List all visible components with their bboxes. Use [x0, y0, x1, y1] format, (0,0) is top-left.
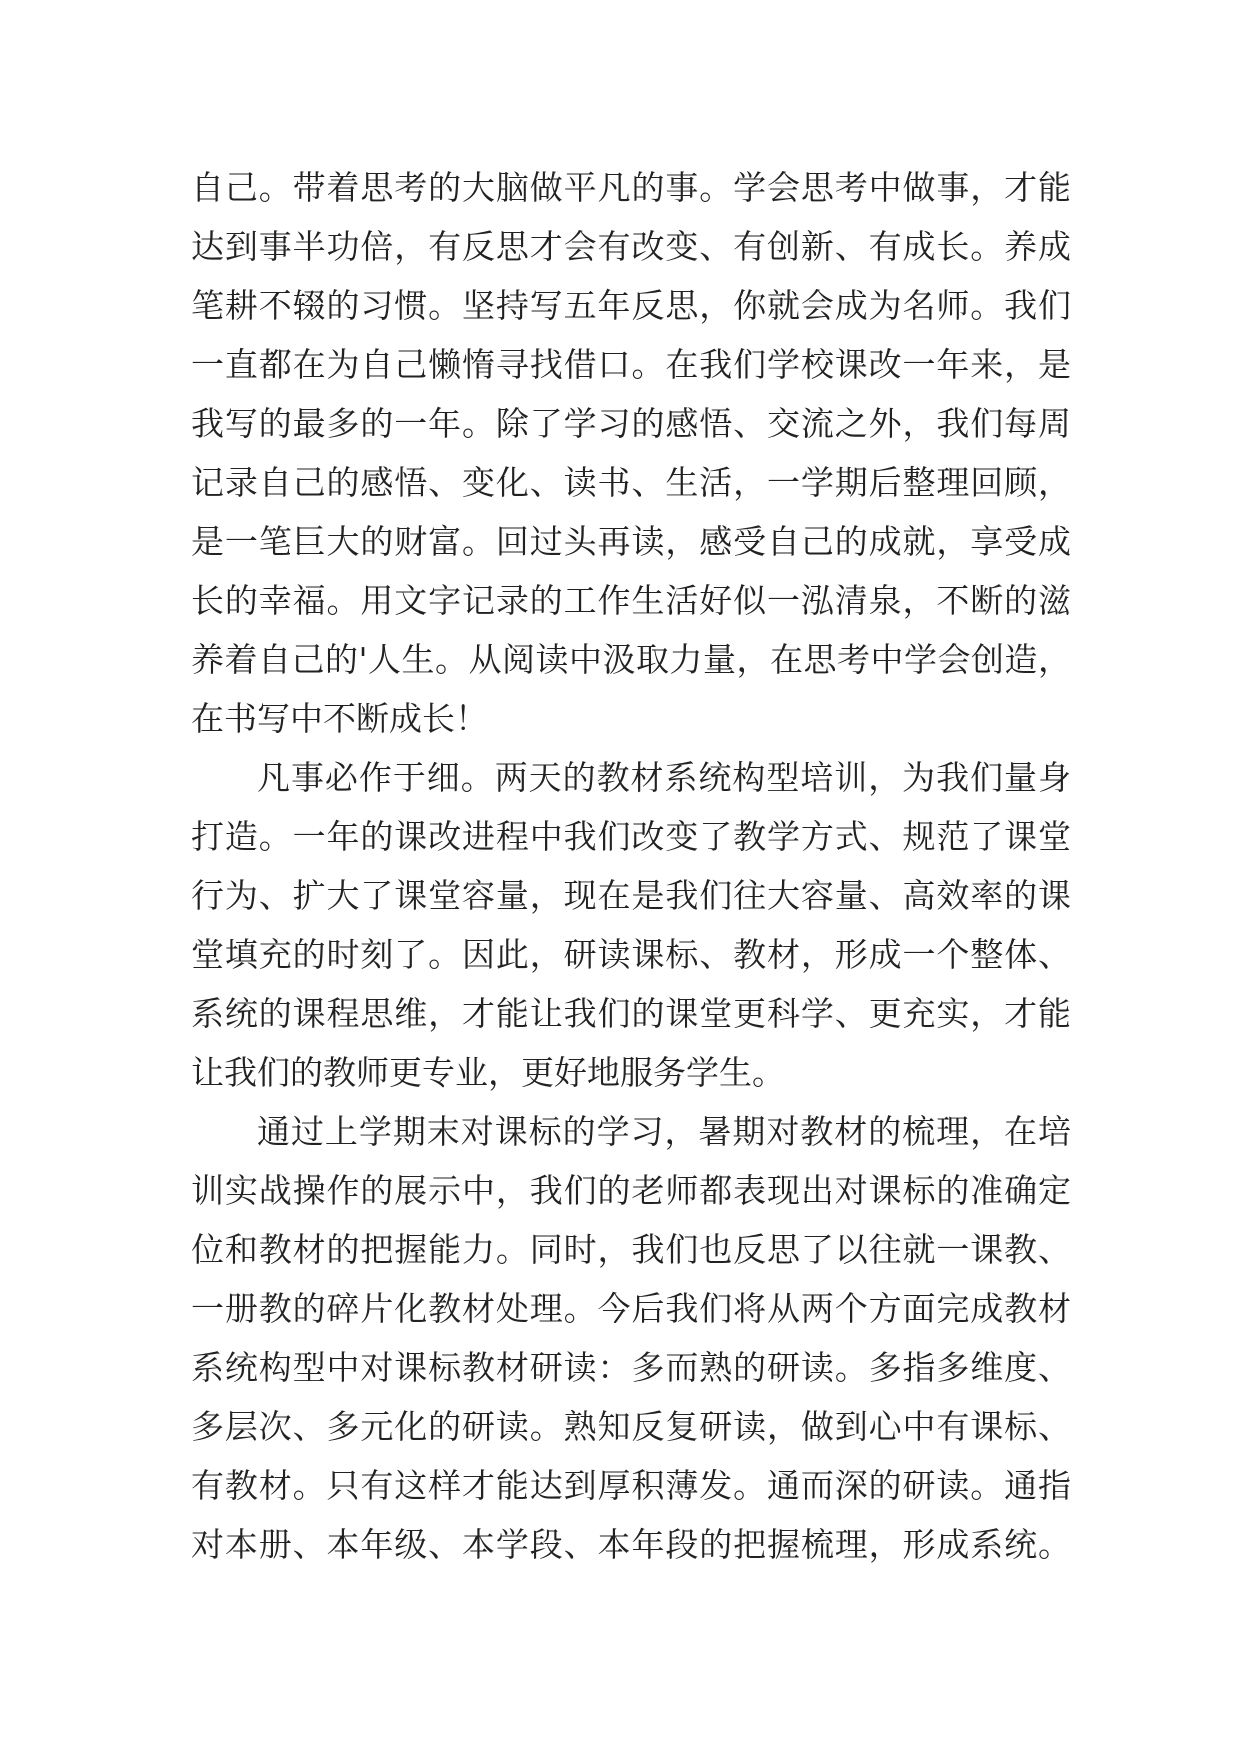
text-line: 有教材。只有这样才能达到厚积薄发。通而深的研读。通指 [191, 1466, 1071, 1505]
text-line: 通过上学期末对课标的学习，暑期对教材的梳理，在培 [257, 1112, 1071, 1151]
text-line: 系统构型中对课标教材研读：多而熟的研读。多指多维度、 [191, 1348, 1071, 1387]
body-text [191, 158, 1071, 1574]
text-line: 堂填充的时刻了。因此，研读课标、教材，形成一个整体、 [191, 935, 1071, 974]
text-line: 一直都在为自己懒惰寻找借口。在我们学校课改一年来，是 [191, 345, 1071, 384]
text-line: 达到事半功倍，有反思才会有改变、有创新、有成长。养成 [191, 227, 1071, 266]
text-line: 行为、扩大了课堂容量，现在是我们往大容量、高效率的课 [191, 876, 1071, 915]
text-line: 让我们的教师更专业，更好地服务学生。 [191, 1053, 785, 1092]
text-line: 位和教材的把握能力。同时，我们也反思了以往就一课教、 [191, 1230, 1071, 1269]
text-line: 我写的最多的一年。除了学习的感悟、交流之外，我们每周 [191, 404, 1071, 443]
text-line: 一册教的碎片化教材处理。今后我们将从两个方面完成教材 [191, 1289, 1071, 1328]
text-line: 养着自己的'人生。从阅读中汲取力量，在思考中学会创造， [191, 640, 1071, 679]
text-line: 自己。带着思考的大脑做平凡的事。学会思考中做事，才能 [191, 168, 1071, 207]
text-line: 是一笔巨大的财富。回过头再读，感受自己的成就，享受成 [191, 522, 1071, 561]
text-line: 训实战操作的展示中，我们的老师都表现出对课标的准确定 [191, 1171, 1071, 1210]
text-line: 打造。一年的课改进程中我们改变了教学方式、规范了课堂 [191, 817, 1071, 856]
text-line: 笔耕不辍的习惯。坚持写五年反思，你就会成为名师。我们 [191, 286, 1071, 325]
paragraph [191, 1102, 1071, 1574]
text-line: 对本册、本年级、本学段、本年段的把握梳理，形成系统。 [191, 1525, 1071, 1564]
text-line: 在书写中不断成长！ [191, 699, 488, 738]
text-line: 凡事必作于细。两天的教材系统构型培训，为我们量身 [257, 758, 1071, 797]
paragraph [191, 748, 1071, 1102]
text-line: 记录自己的感悟、变化、读书、生活，一学期后整理回顾， [191, 463, 1071, 502]
text-line: 系统的课程思维，才能让我们的课堂更科学、更充实，才能 [191, 994, 1071, 1033]
text-line: 长的幸福。用文字记录的工作生活好似一泓清泉，不断的滋 [191, 581, 1071, 620]
paragraph [191, 158, 1071, 748]
text-line: 多层次、多元化的研读。熟知反复研读，做到心中有课标、 [191, 1407, 1071, 1446]
